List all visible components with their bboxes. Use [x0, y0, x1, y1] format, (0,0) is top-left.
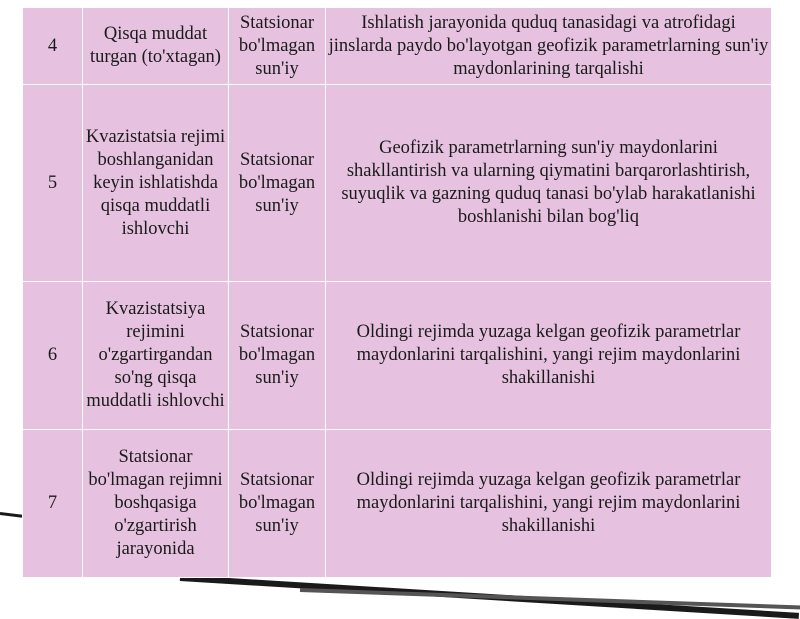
field-description: Oldingi rejimda yuzaga kelgan geofizik parametrlar maydonlarini tarqalishini, yangi rejim maydonlarini shakillanishi — [326, 282, 772, 430]
table-row — [23, 430, 772, 578]
table-row — [23, 85, 772, 282]
row-number: 5 — [23, 85, 83, 282]
table-row — [23, 282, 772, 430]
field-description: Geofizik parametrlarning sun'iy maydonlarini shakllantirish va ularning qiymatini barqarorlashtirish, suyuqlik va gazning quduq tanasi bo'ylab harakatlanishi boshlanishi bilan bog'liq — [326, 85, 772, 282]
row-number: 6 — [23, 282, 83, 430]
field-type: Statsionar bo'lmagan sun'iy — [229, 85, 326, 282]
regime-name: Kvazistatsiya rejimini o'zgartirgandan so'ng qisqa muddatli ishlovchi — [83, 282, 229, 430]
regime-name: Qisqa muddat turgan (to'xtagan) — [83, 8, 229, 85]
field-type: Statsionar bo'lmagan sun'iy — [229, 282, 326, 430]
well-regimes-table — [22, 7, 772, 578]
regime-name: Kvazistatsia rejimi boshlanganidan keyin ishlatishda qisqa muddatli ishlovchi — [83, 85, 229, 282]
regime-name: Statsionar bo'lmagan rejimni boshqasiga o'zgartirish jarayonida — [83, 430, 229, 578]
decorative-stripe — [300, 588, 800, 610]
field-description: Ishlatish jarayonida quduq tanasidagi va atrofidagi jinslarda paydo bo'layotgan geofizik parametrlarning sun'iy maydonlarining tarqalishi — [326, 8, 772, 85]
field-type: Statsionar bo'lmagan sun'iy — [229, 8, 326, 85]
row-number: 7 — [23, 430, 83, 578]
table-row — [23, 8, 772, 85]
field-type: Statsionar bo'lmagan sun'iy — [229, 430, 326, 578]
row-number: 4 — [23, 8, 83, 85]
field-description: Oldingi rejimda yuzaga kelgan geofizik parametrlar maydonlarini tarqalishini, yangi rejim maydonlarini shakillanishi — [326, 430, 772, 578]
